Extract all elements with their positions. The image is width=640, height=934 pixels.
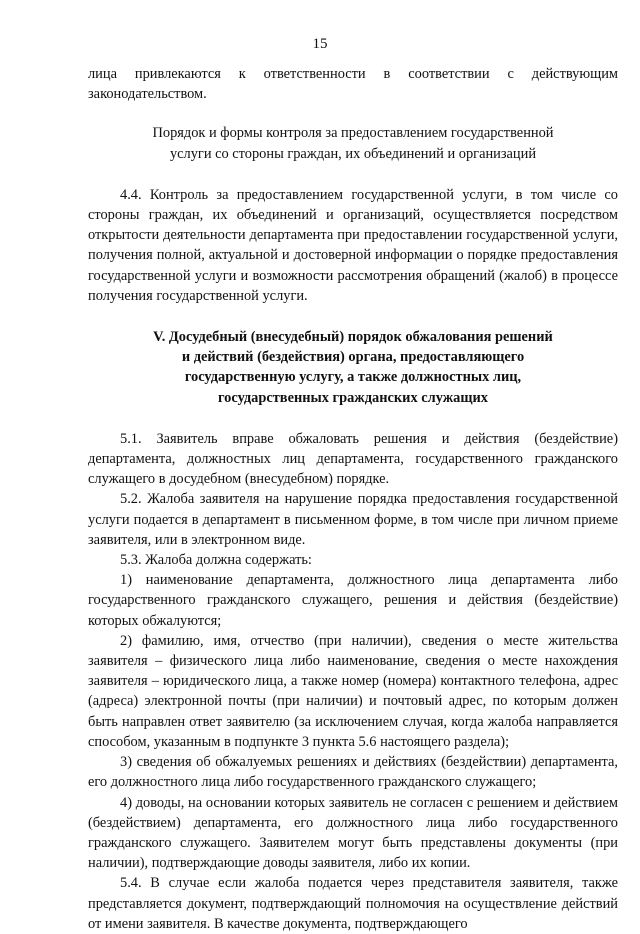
list-item-1: 1) наименование департамента, должностного лица департамента либо государственного гражданского служащего, решения и действия (бездействие) которых обжалуются; xyxy=(88,572,618,629)
subheading-line-2: услуги со стороны граждан, их объединений и организаций xyxy=(169,145,537,162)
paragraph-5-4: 5.4. В случае если жалоба подается через представителя заявителя, также представляется документ, подтверждающий полномочия на осуществление действий от имени заявителя. В качестве документа, подтверждающего xyxy=(88,875,618,932)
intro-paragraph: лица привлекаются к ответственности в соответствии с действующим законодательством. xyxy=(88,66,618,103)
subheading-line-1: Порядок и формы контроля за предоставлением государственной xyxy=(152,125,554,142)
paragraph-4-4: 4.4. Контроль за предоставлением государственной услуги, в том числе со стороны граждан, их объединений и организаций, осуществляется посредством открытости деятельности департамента при предоставлении государственной услуги, получения полной, актуальной и достоверной информации о порядке предоставления государственной услуги и возможности рассмотрения обращений (жалоб) в процессе получения государственной услуги. xyxy=(88,186,618,304)
control-subheading xyxy=(88,123,618,163)
paragraph-5-1: 5.1. Заявитель вправе обжаловать решения и действия (бездействие) департамента, должностных лиц департамента, государственного гражданского служащего в досудебном (внесудебном) порядке. xyxy=(88,430,618,488)
section-heading-line-2: и действий (бездействия) органа, предоставляющего xyxy=(181,349,525,366)
section-heading-line-1: V. Досудебный (внесудебный) порядок обжалования решений xyxy=(153,329,553,346)
paragraph-5-2: 5.2. Жалоба заявителя на нарушение порядка предоставления государственной услуги подается в департамент в письменном форме, в том числе при личном приеме заявителя, или в электронном виде. xyxy=(88,491,618,548)
document-body xyxy=(88,64,618,934)
page-number: 15 xyxy=(312,36,328,52)
section-v-heading xyxy=(88,327,618,408)
paragraph-5-3: 5.3. Жалоба должна содержать: xyxy=(120,552,312,569)
section-heading-line-4: государственных гражданских служащих xyxy=(218,389,488,406)
list-item-2: 2) фамилию, имя, отчество (при наличии), сведения о месте жительства заявителя – физического лица либо наименование, сведения о месте нахождения заявителя – юридического лица, а также номер (номера) контактного телефона, адрес (адреса) электронной почты (при наличии) и почтовый адрес, по которым должен быть направлен ответ заявителю (за исключением случая, когда жалоба направляется способом, указанным в подпункте 3 пункта 5.6 настоящего раздела); xyxy=(88,632,618,750)
section-heading-line-3: государственную услугу, а также должностных лиц, xyxy=(184,369,522,386)
list-item-3: 3) сведения об обжалуемых решениях и действиях (бездействии) департамента, его должностного лица либо государственного гражданского служащего; xyxy=(88,754,618,791)
list-item-4: 4) доводы, на основании которых заявитель не согласен с решением и действием (бездействием) департамента, его должностного лица либо государственного гражданского служащего. Заявителем могут быть представлены документы (при наличии), подтверждающие доводы заявителя, либо их копии. xyxy=(88,794,618,872)
